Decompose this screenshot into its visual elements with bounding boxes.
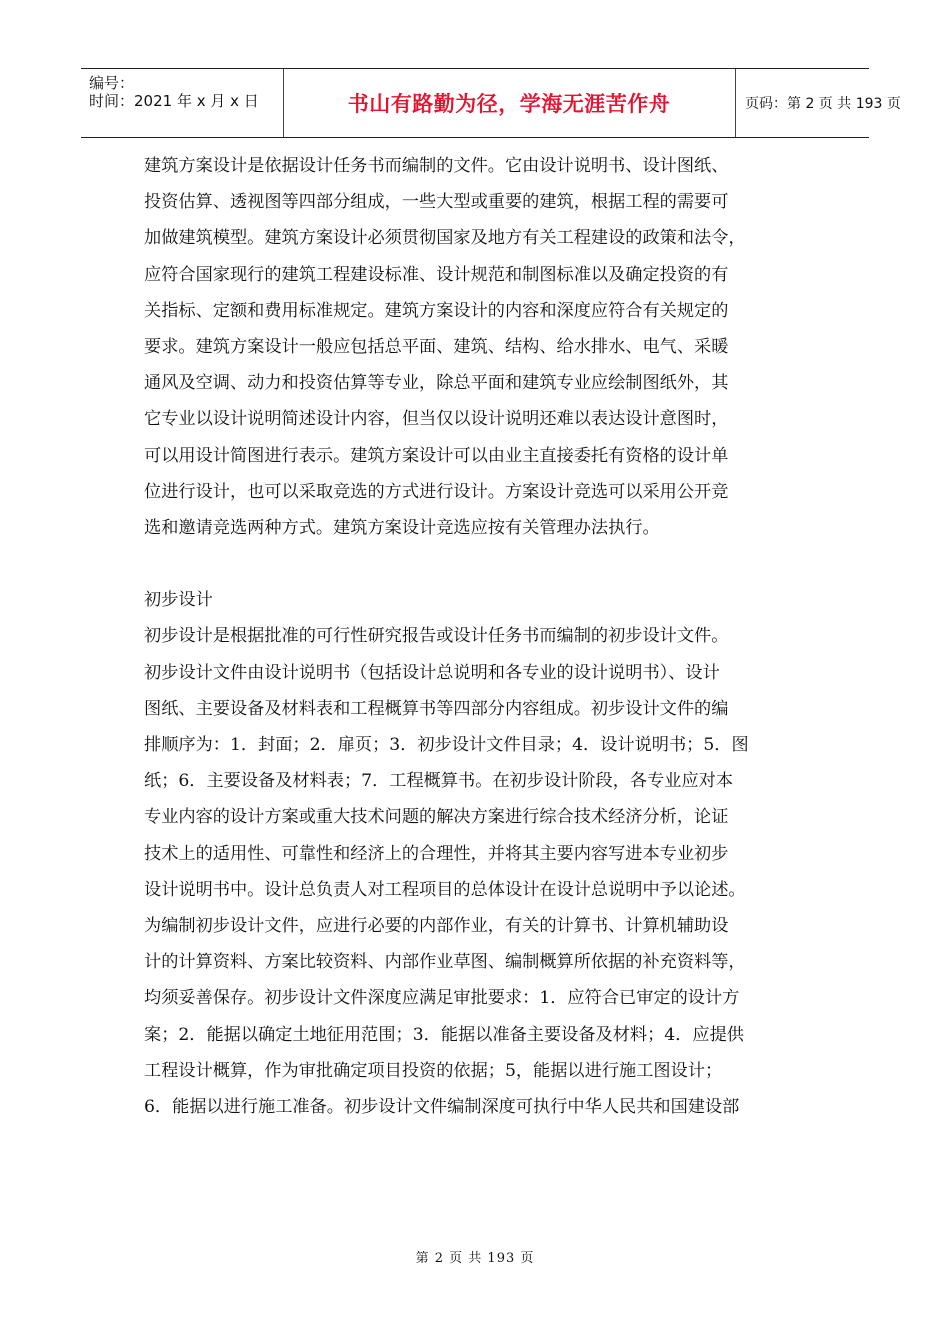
text-line: 排顺序为：1．封面；2．扉页；3．初步设计文件目录；4．设计说明书；5．图 bbox=[144, 735, 749, 756]
text-line: 初步设计文件由设计说明书（包括设计总说明和各专业的设计说明书）、设计 bbox=[144, 662, 720, 683]
document-number-label: 编号： bbox=[89, 74, 135, 92]
header-page-number: 页码：第 2 页 共 193 页 bbox=[745, 96, 901, 112]
text-line: 建筑方案设计是依据设计任务书而编制的文件。它由设计说明书、设计图纸、 bbox=[144, 156, 729, 176]
text-line: 纸；6．主要设备及材料表；7．工程概算书。在初步设计阶段，各专业应对本 bbox=[144, 771, 734, 792]
text-line: 位进行设计，也可以采取竞选的方式进行设计。方案设计竞选可以采用公开竞 bbox=[144, 481, 729, 502]
header-motto-cell bbox=[283, 69, 736, 137]
text-line: 设计说明书中。设计总负责人对工程项目的总体设计在设计总说明中予以论述。 bbox=[144, 879, 746, 900]
header-page-cell bbox=[735, 69, 901, 137]
text-line: 工程设计概算，作为审批确定项目投资的依据；5，能据以进行施工图设计； bbox=[144, 1060, 723, 1081]
text-line: 技术上的适用性、可靠性和经济上的合理性，并将其主要内容写进本专业初步 bbox=[144, 843, 729, 864]
text-line: 计的计算资料、方案比较资料、内部作业草图、编制概算所依据的补充资料等， bbox=[144, 952, 746, 973]
document-date-label: 时间：2021 年 x 月 x 日 bbox=[89, 92, 259, 110]
header-motto: 书山有路勤为径，学海无涯苦作舟 bbox=[347, 92, 671, 116]
text-line: 加做建筑模型。建筑方案设计必须贯彻国家及地方有关工程建设的政策和法令， bbox=[144, 228, 746, 249]
text-line: 要求。建筑方案设计一般应包括总平面、建筑、结构、给水排水、电气、采暖 bbox=[144, 337, 729, 358]
text-line: 可以用设计简图进行表示。建筑方案设计可以由业主直接委托有资格的设计单 bbox=[144, 445, 729, 466]
text-line: 图纸、主要设备及材料表和工程概算书等四部分内容组成。初步设计文件的编 bbox=[144, 698, 729, 719]
header-info-cell bbox=[81, 69, 284, 137]
page-header bbox=[81, 68, 901, 138]
text-line: 均须妥善保存。初步设计文件深度应满足审批要求：1．应符合已审定的设计方 bbox=[144, 988, 740, 1009]
text-line: 应符合国家现行的建筑工程建设标准、设计规范和制图标准以及确定投资的有 bbox=[144, 264, 729, 285]
text-line: 它专业以设计说明简述设计内容，但当仅以设计说明还难以表达设计意图时， bbox=[144, 409, 729, 430]
text-line: 为编制初步设计文件，应进行必要的内部作业，有关的计算书、计算机辅助设 bbox=[144, 916, 729, 937]
text-line: 初步设计是根据批准的可行性研究报告或设计任务书而编制的初步设计文件。 bbox=[144, 626, 729, 647]
text-line: 关指标、定额和费用标准规定。建筑方案设计的内容和深度应符合有关规定的 bbox=[144, 300, 729, 321]
text-line: 6．能据以进行施工准备。初步设计文件编制深度可执行中华人民共和国建设部 bbox=[144, 1097, 740, 1118]
section-heading: 初步设计 bbox=[144, 590, 213, 611]
paragraph-preliminary-design bbox=[144, 618, 804, 1125]
text-line: 选和邀请竞选两种方式。建筑方案设计竞选应按有关管理办法执行。 bbox=[144, 518, 660, 539]
paragraph-scheme-design bbox=[144, 148, 804, 546]
paragraph-gap bbox=[144, 546, 804, 582]
text-line: 案；2．能据以确定土地征用范围；3．能据以准备主要设备及材料；4．应提供 bbox=[144, 1024, 744, 1045]
text-line: 专业内容的设计方案或重大技术问题的解决方案进行综合技术经济分析，论证 bbox=[144, 807, 729, 828]
text-line: 投资估算、透视图等四部分组成，一些大型或重要的建筑，根据工程的需要可 bbox=[144, 192, 729, 213]
text-line: 通风及空调、动力和投资估算等专业，除总平面和建筑专业应绘制图纸外，其 bbox=[144, 373, 729, 394]
page-footer: 第 2 页 共 193 页 bbox=[415, 1251, 535, 1266]
document-body bbox=[144, 148, 804, 1125]
